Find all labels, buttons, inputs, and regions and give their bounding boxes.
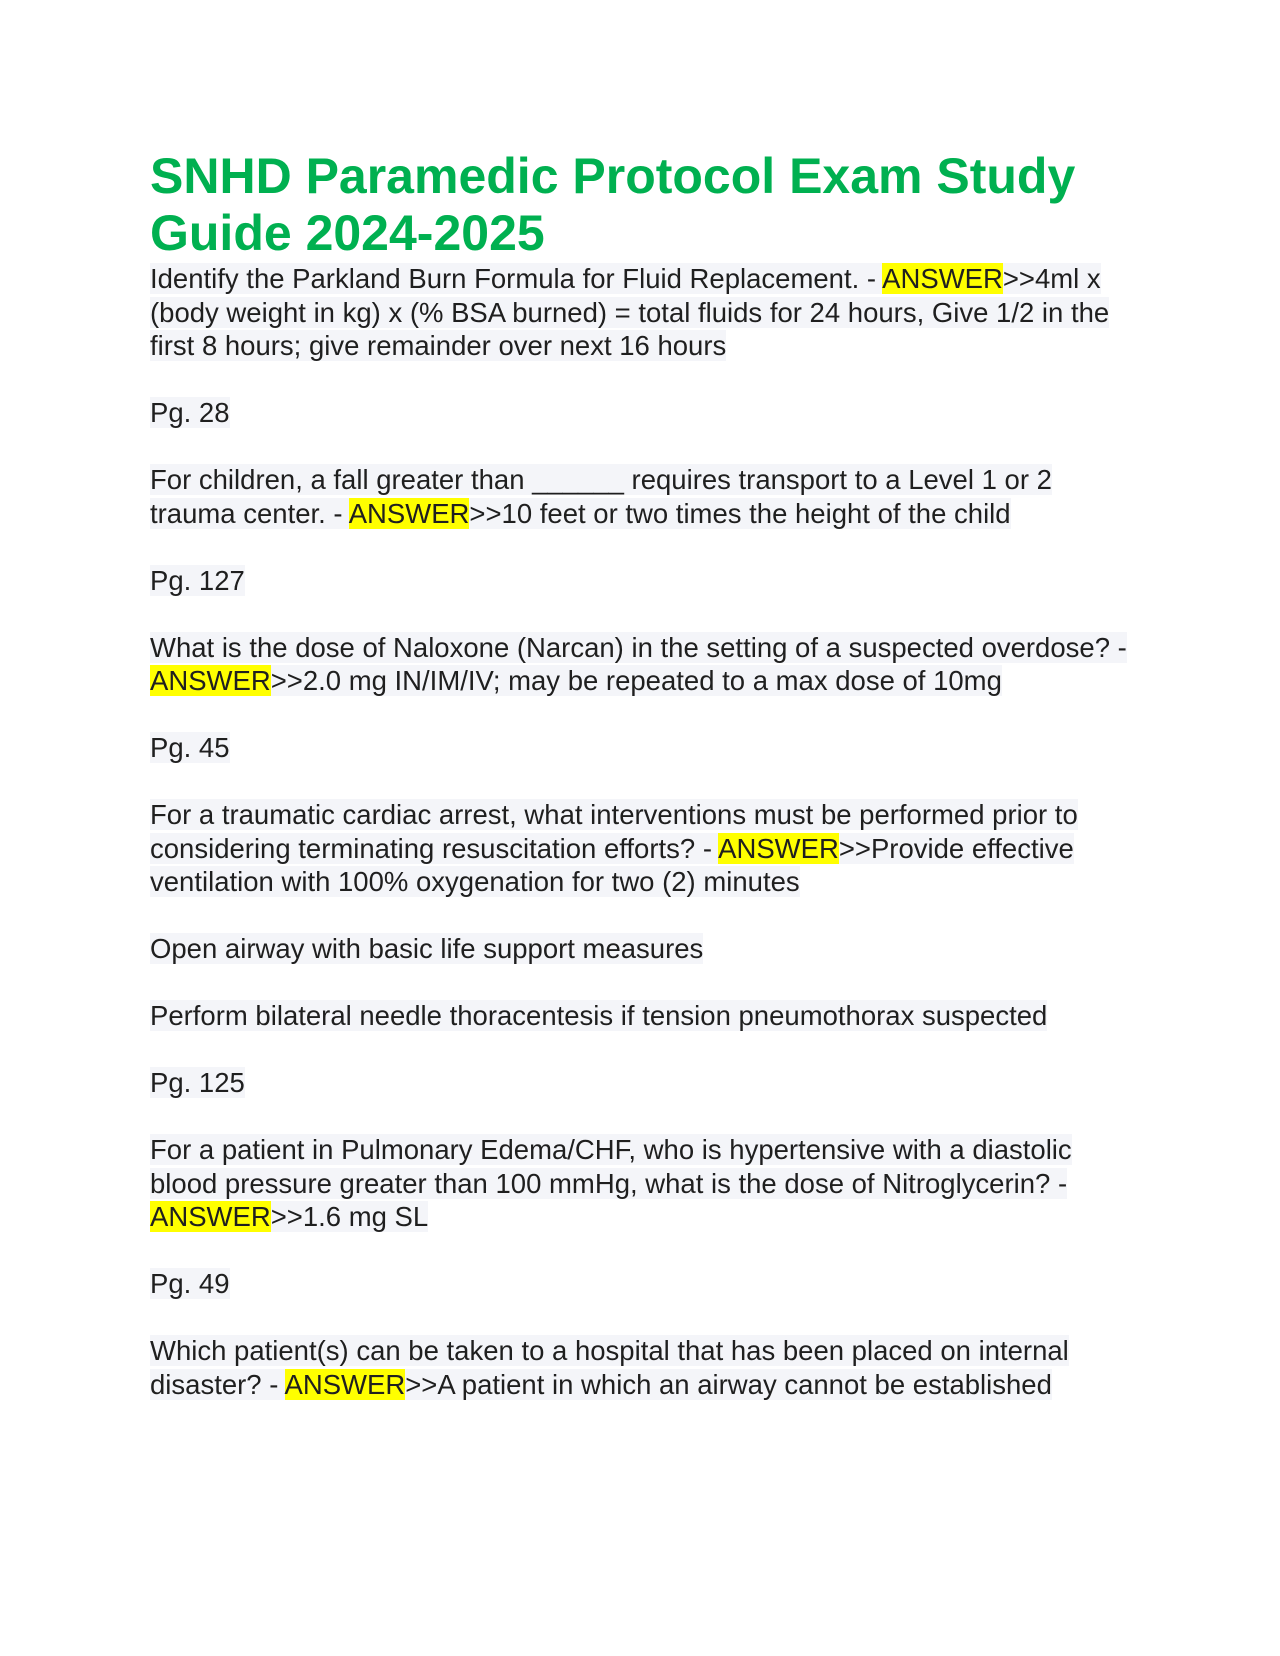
answer-text: >>A patient in which an airway cannot be established [405, 1368, 1052, 1400]
qa-text [150, 1335, 1069, 1400]
qa-item [150, 1334, 1140, 1401]
qa-text [150, 1134, 1072, 1232]
qa-item [150, 1133, 1140, 1234]
question-text: Identify the Parkland Burn Formula for Fluid Replacement. - [150, 263, 883, 294]
paragraph-gap [150, 1301, 1140, 1335]
page-reference [150, 1267, 1140, 1301]
paragraph-gap [150, 1033, 1140, 1067]
page-reference [150, 396, 1140, 430]
page-reference-text: Pg. 127 [150, 564, 245, 596]
question-text: For a patient in Pulmonary Edema/CHF, who is hypertensive with a diastolic blood pressure greater than 100 mmHg, what is the dose of Nitroglycerin? - [150, 1134, 1072, 1199]
paragraph-gap [150, 530, 1140, 564]
question-text: What is the dose of Naloxone (Narcan) in the setting of a suspected overdose? - [150, 631, 1127, 663]
answer-label: ANSWER [348, 497, 470, 529]
answer-label: ANSWER [150, 1201, 271, 1232]
answer-text: >>2.0 mg IN/IM/IV; may be repeated to a max dose of 10mg [270, 665, 1002, 696]
qa-item [150, 463, 1140, 530]
question-text: For a traumatic cardiac arrest, what interventions must be performed prior to considering terminating resuscitation efforts? - [150, 799, 1078, 864]
answer-label: ANSWER [718, 832, 839, 864]
answer-label: ANSWER [284, 1368, 406, 1400]
paragraph-gap [150, 765, 1140, 799]
paragraph-gap [150, 966, 1140, 1000]
answer-text: >>1.6 mg SL [270, 1201, 429, 1232]
qa-text [150, 632, 1127, 697]
answer-text: >>Provide effective ventilation with 100% oxygenation for two (2) minutes [150, 832, 1074, 897]
qa-list [150, 262, 1140, 1401]
paragraph-gap [150, 363, 1140, 397]
page-reference-text: Pg. 45 [150, 732, 230, 763]
page-reference-text: Pg. 125 [150, 1067, 245, 1098]
qa-item [150, 262, 1140, 363]
document-content [150, 148, 1140, 1401]
answer-text: >>10 feet or two times the height of the child [469, 497, 1011, 529]
paragraph-gap [150, 597, 1140, 631]
qa-text [150, 263, 1109, 361]
paragraph-gap [150, 698, 1140, 732]
qa-item [150, 798, 1140, 899]
page-reference [150, 1066, 1140, 1100]
continuation-text: Perform bilateral needle thoracentesis if tension pneumothorax suspected [150, 1000, 1048, 1031]
answer-continuation [150, 932, 1140, 966]
answer-label: ANSWER [882, 263, 1003, 294]
question-text: Which patient(s) can be taken to a hospital that has been placed on internal disaster? - [150, 1335, 1069, 1400]
page-reference-text: Pg. 28 [150, 397, 230, 428]
answer-label: ANSWER [150, 665, 271, 696]
document-title: SNHD Paramedic Protocol Exam Study Guide 2024-2025 [150, 148, 1076, 261]
paragraph-gap [150, 899, 1140, 933]
paragraph-gap [150, 430, 1140, 464]
question-text: For children, a fall greater than ______ requires transport to a Level 1 or 2 trauma center. - [150, 464, 1052, 529]
paragraph-gap [150, 1100, 1140, 1134]
page-reference-text: Pg. 49 [150, 1268, 230, 1299]
page-reference [150, 731, 1140, 765]
answer-text: >>4ml x (body weight in kg) x (% BSA burned) = total fluids for 24 hours, Give 1/2 in the first 8 hours; give remainder over next 16 hours [150, 263, 1110, 361]
page-reference [150, 564, 1140, 598]
continuation-text: Open airway with basic life support measures [150, 933, 704, 964]
paragraph-gap [150, 1234, 1140, 1268]
qa-text [150, 464, 1052, 529]
qa-text [150, 799, 1078, 897]
answer-continuation [150, 999, 1140, 1033]
qa-item [150, 631, 1140, 698]
